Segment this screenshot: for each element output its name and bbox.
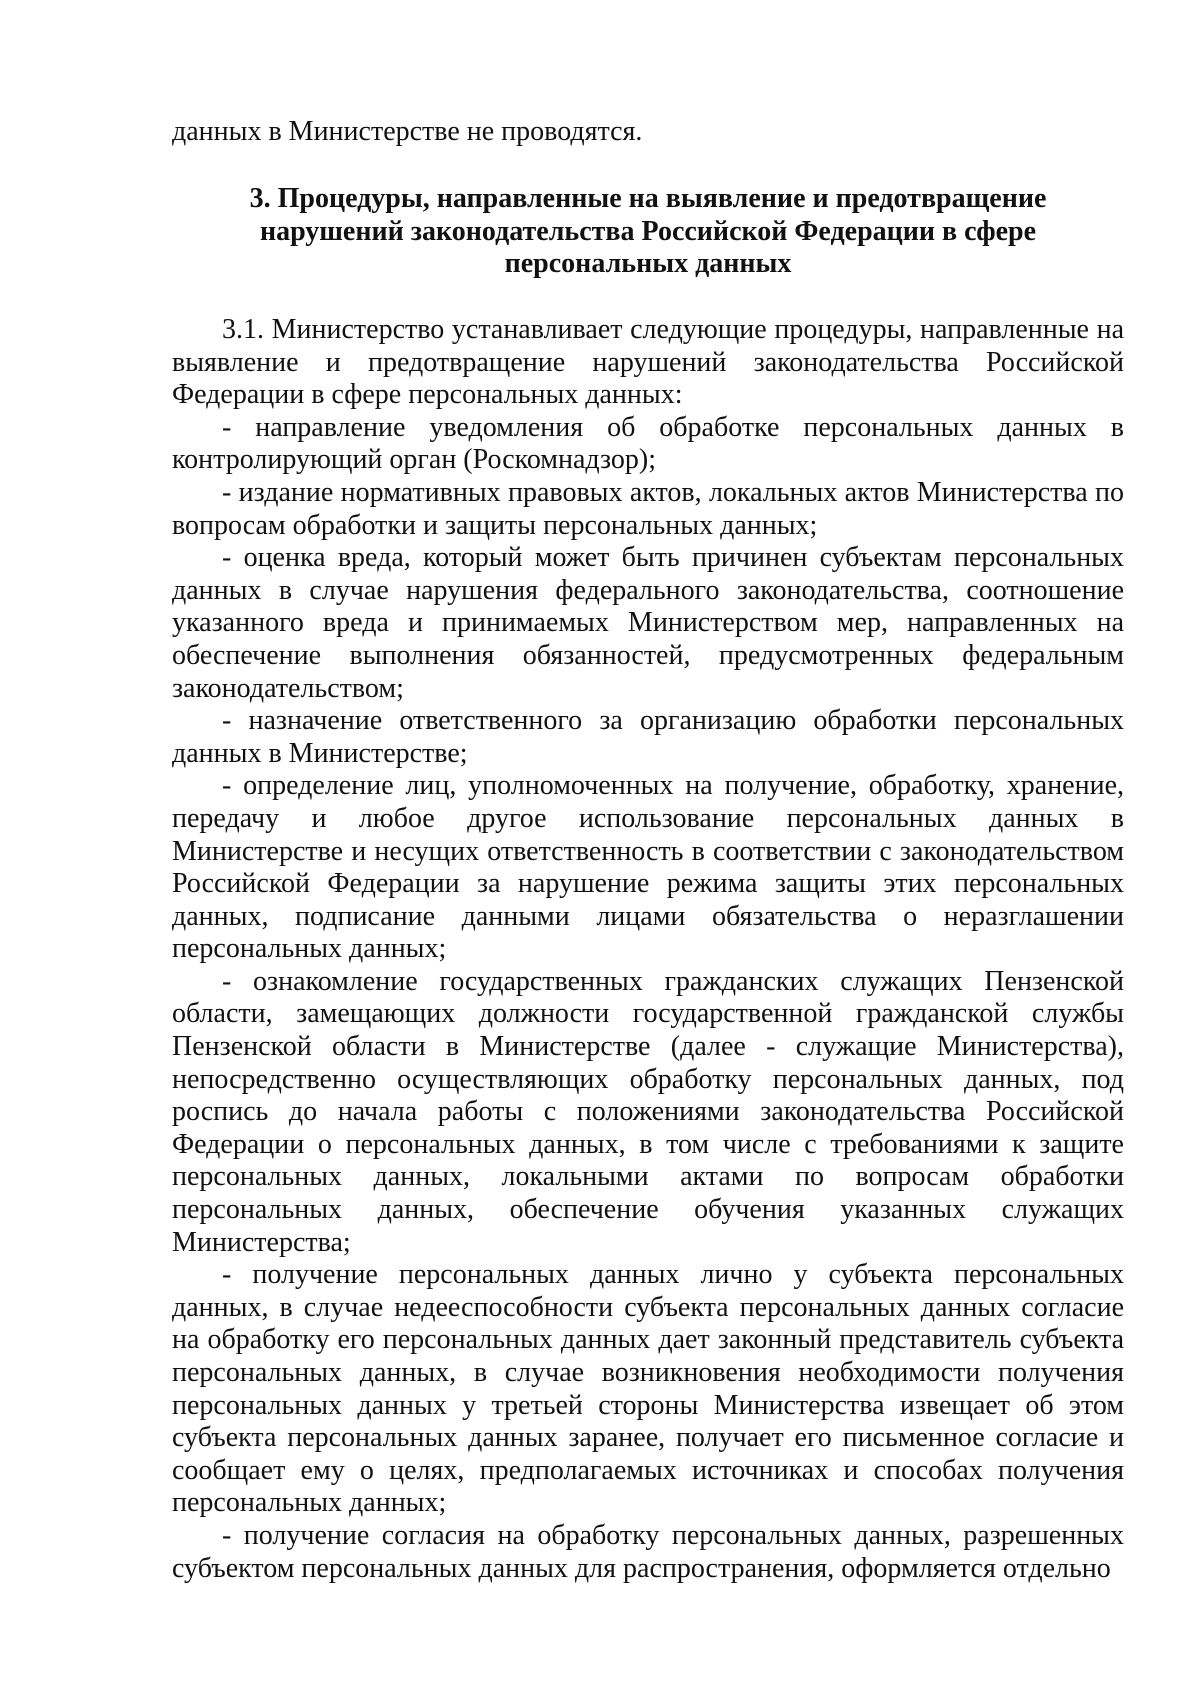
section-body — [172, 314, 1124, 1585]
section-heading — [172, 183, 1124, 281]
list-item-employee-familiarization: - ознакомление государственных гражданских служащих Пензенской области, замещающих должности государственной гражданской службы Пензенской области в Министерстве (далее - служащие Министерства), непосредственно осуществляющих обработку персональных данных, под роспись до начала работы с положениями законодательства Российской Федерации о персональных данных, в том числе с требованиями к защите персональных данных, локальными актами по вопросам обработки персональных данных, обеспечение обучения указанных служащих Министерства; — [172, 965, 1124, 1258]
list-item-distribution-consent: - получение согласия на обработку персональных данных, разрешенных субъектом персональных данных для распространения, оформляется отдельно — [172, 1519, 1124, 1584]
section-heading-line-3: персональных данных — [504, 248, 792, 280]
section-heading-line-1: 3. Процедуры, направленные на выявление и предотвращение — [249, 183, 1047, 214]
list-item-responsible-appointment: - назначение ответственного за организацию обработки персональных данных в Министерстве; — [172, 705, 1124, 769]
list-item-regulations: - издание нормативных правовых актов, локальных актов Министерства по вопросам обработки и защиты персональных данных; — [172, 476, 1124, 541]
list-item-notification: - направление уведомления об обработке персональных данных в контролирующий орган (Роскомнадзор); — [172, 411, 1124, 476]
paragraph-3-1: 3.1. Министерство устанавливает следующие процедуры, направленные на выявление и предотвращение нарушений законодательства Российской Федерации в сфере персональных данных: — [172, 314, 1124, 411]
section-heading-line-2: нарушений законодательства Российской Федерации в сфере — [259, 215, 1037, 247]
list-item-authorized-persons: - определение лиц, уполномоченных на получение, обработку, хранение, передачу и любое другое использование персональных данных в Министерстве и несущих ответственность в соответствии с законодательством Российской Федерации за нарушение режима защиты этих персональных данных, подписание данными лицами обязательства о неразглашении персональных данных; — [172, 770, 1124, 965]
intro-line: данных в Министерстве не проводятся. — [172, 116, 643, 147]
list-item-harm-assessment: - оценка вреда, который может быть причинен субъектам персональных данных в случае нарушения федерального законодательства, соотношение указанного вреда и принимаемых Министерством мер, направленных на обеспечение выполнения обязанностей, предусмотренных федеральным законодательством; — [172, 542, 1124, 704]
list-item-data-collection: - получение персональных данных лично у субъекта персональных данных, в случае недееспособности субъекта персональных данных согласие на обработку его персональных данных дает законный представитель субъекта персональных данных, в случае возникновения необходимости получения персональных данных у третьей стороны Министерства извещает об этом субъекта персональных данных заранее, получает его письменное согласие и сообщает ему о целях, предполагаемых источниках и способах получения персональных данных; — [172, 1259, 1124, 1519]
